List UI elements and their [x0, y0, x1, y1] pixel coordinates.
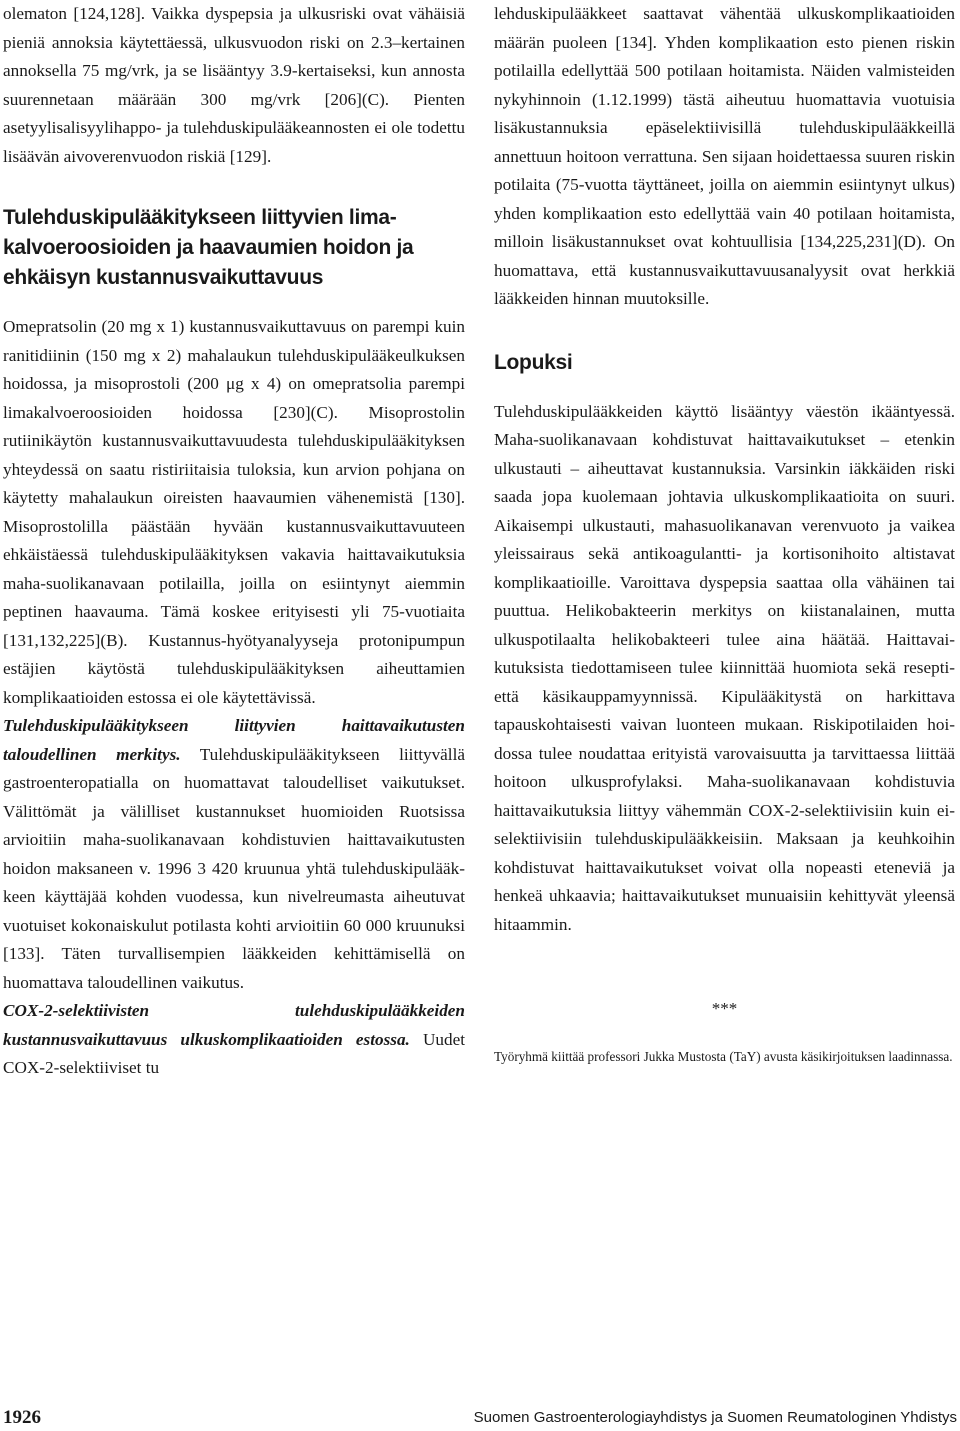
paragraph-adverse-text: Tulehduskipulääkitykseen liittyvällä gastroenteropatialla on huomattavat taloudelliset vaikutukset. Välittömät ja välilliset kustannukset huomioiden Ruotsissa arvioitiin maha-suolikanavaan kohdistuvien haittavaikutusten hoidon maksaneen v. 1996 3 420 kruunua yhtä tulehduskipulääkkeen käyttäjää kohden vuodessa, kun nivelreumasta aiheutuvat vuotuiset kokonaiskulut potilasta kohti arvioitiin 60 000 kruunuksi [133]. Täten turvallisempien lääkkeiden kehittämisellä on huomattava taloudellinen vaikutus.	[3, 744, 465, 992]
runin-heading-adverse-economics: Tulehduskipulääkitykseen liittyvien haittavaikutusten taloudellinen merkitys.	[3, 716, 465, 764]
acknowledgement: Työryhmä kiittää professori Jukka Mustosta (TaY) avusta käsikirjoituksen laadinnassa.	[494, 1048, 953, 1064]
paragraph-intro: olematon [124,128]. Vaikka dyspepsia ja ulkusriski ovat vähäisiä pieniä annoksia käytettäessä, ulkusvuodon riski on 2.3–kertainen annoksella 75 mg/vrk, ja se lisääntyy 3.9-kertaiseksi, kun annosta suurennetaan määrään 300 mg/vrk [206](C). Pienten asetyylisalisyylihappo- ja tulehduskipulääkeannosten ei ole todettu lisäävän aivoverenvuodon riskiä [129].	[3, 4, 465, 166]
paragraph-adverse-economics	[3, 712, 465, 997]
section-heading-cost-effectiveness: Tulehduskipulääkitykseen liittyvien limakalvoeroosioiden ja haavaumien hoidon ja ehkäisyn kustannusvaikuttavuus	[3, 206, 414, 289]
journal-name: Suomen Gastroenterologiayhdistys ja Suomen Reumatologinen Yhdistys	[473, 1409, 957, 1426]
paragraph-continuation: lehduskipulääkkeet saattavat vähentää ulkuskomplikaatioiden määrän puoleen [134]. Yhden komplikaation esto pienen riskin potilailla edellyttää 500 potilaan hoitamista. Näiden valmisteiden nykyhinnoin (1.12.1999) tästä aiheutuu huomattavia vuotuisia lisäkustannuksia epäselektiivisillä tulehduskipulääkkeillä annettuun hoitoon verrattuna. Sen sijaan hoidettaessa suuren riskin potilaita (75-vuotta täyttäneet, joilla on aiemmin esiintynyt ulkus) yhden komplikaation esto edellyttää vain 40 potilaan hoitamista, milloin lisäkustannukset ovat kohtuullisia [134,225,231](D). On huomattava, että kustannusvaikuttavuusanalyysit ovat herkkiä lääkkeiden hinnan muutoksille.	[494, 4, 955, 308]
left-column	[3, 0, 465, 1083]
paragraph-cox2	[3, 997, 465, 1083]
paragraph-omeprazole: Omepratsolin (20 mg x 1) kustannusvaikuttavuus on parempi kuin ranitidiinin (150 mg x 2) mahalaukun tulehduskipulääkeulkuksen hoidossa, ja misoprostoli (200 μg x 4) on omepratsolia parempi limakalvoeroosioiden hoidossa [230](C). Misoprostolin rutiinikäytön kustannusvaikuttavuudesta tulehduskipulääkityksen yhteydessä on saatu ristiriitaisia tuloksia, kun arvion pohjana on käytetty mahalaukun oireisten haavaumien vähenemistä [130]. Misoprostolilla päästään hyvään kustannusvaikuttavuuteen ehkäistäessä tulehduskipulääkityksen vakavia haittavaikutuksia maha-suolikanavaan potilailla, joilla on esiintynyt aiemmin peptinen haavauma. Tämä koskee erityisesti yli 75-vuotiaita [131,132,225](B). Kustannus-hyötyanalyyseja protonipumpun estäjien käytöstä tulehduskipulääkityksen aiheuttamien komplikaatioiden estossa ei ole käytettävissä.	[3, 317, 465, 707]
page-number: 1926	[3, 1407, 41, 1428]
section-heading-lopuksi: Lopuksi	[494, 350, 573, 374]
paragraph-cox2-text: Uudet COX-2-selektiiviset tu	[3, 1029, 465, 1077]
section-separator: ***	[711, 999, 738, 1018]
paragraph-lopuksi: Tulehduskipulääkkeiden käyttö lisääntyy väestön ikääntyessä. Maha-suolikanavaan kohdistuvat haittavaikutukset – etenkin ulkustauti – aiheuttavat kustannuksia. Varsinkin iäkkäiden riski saada jopa kuolemaan johtavia ulkuskomplikaatioita on suuri. Aikaisempi ulkustauti, mahasuolikanavan verenvuoto ja vaikea yleissairaus sekä antikoagulantti- ja kortisonihoito altistavat komplikaatioille. Varoittava dyspepsia saattaa olla vähäinen tai puuttua. Helikobakteerin merkitys on kiistanalainen, mutta ulkuspotilaalta helikobakteeri tulee aina häätää. Haittavaikutuksista tiedottamiseen tulee kiinnittää huomiota sekä resepti- että käsikauppamyynnissä. Kipulääkitystä on harkittava tapauskohtaisesti vaivan luonteen mukaan. Riskipotilaiden hoidossa tulee noudattaa erityistä varovaisuutta ja tarvittaessa liittää hoitoon ulkusprofylaksi. Maha-suolikanavaan kohdistuvia haittavaikutuksia liittyy vähemmän COX-2-selektiivisiin kuin ei-selektiivisiin tulehduskipulääkkeisiin. Maksaan ja keuhkoihin kohdistuvat haittavaikutukset voivat olla nopeasti eteneviä ja henkeä uhkaavia; haittavaikutukset munuaisiin kehittyvät yleensä hitaammin.	[494, 401, 955, 934]
runin-heading-cox2: COX-2-selektiivisten tulehduskipulääkkeiden kustannusvaikuttavuus ulkuskomplikaatioiden estossa.	[3, 1001, 465, 1049]
page-footer	[0, 1404, 960, 1431]
right-column	[494, 0, 955, 1069]
